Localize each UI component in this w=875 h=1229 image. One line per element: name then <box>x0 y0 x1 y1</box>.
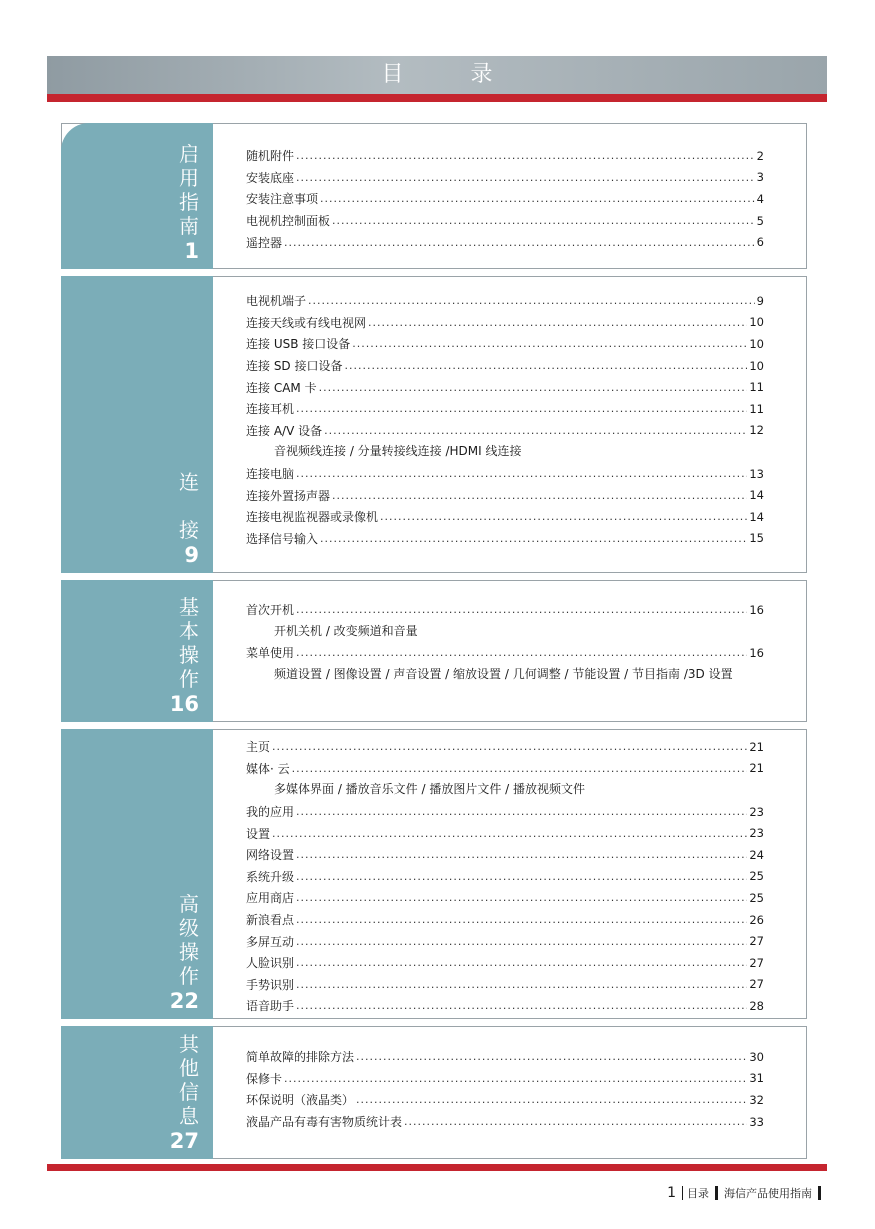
toc-entry-label: 选择信号输入 <box>246 531 319 546</box>
section-tab-char: 级 <box>179 916 199 940</box>
toc-leader-dots <box>319 381 748 394</box>
toc-entry-label: 遥控器 <box>246 235 283 250</box>
toc-entry[interactable] <box>246 463 764 485</box>
section-tab-char: 信 <box>179 1080 199 1104</box>
toc-entry-label: 首次开机 <box>246 603 295 618</box>
toc-entry-label: 环保说明（液晶类） <box>246 1093 355 1108</box>
toc-entry[interactable] <box>246 1111 764 1133</box>
toc-entry-label: 随机附件 <box>246 149 295 164</box>
toc-entry-label: 电视机控制面板 <box>246 214 331 229</box>
toc-leader-dots <box>284 1072 747 1085</box>
toc-entry[interactable] <box>246 930 764 952</box>
bottom-rule <box>47 1164 827 1171</box>
toc-entry-label: 液晶产品有毒有害物质统计表 <box>246 1115 403 1130</box>
toc-leader-dots <box>380 510 747 523</box>
toc-leader-dots <box>296 956 747 969</box>
toc-leader-dots <box>296 171 755 184</box>
toc-leader-dots <box>296 603 747 616</box>
section-tab-char: 本 <box>179 619 199 643</box>
toc-entry-label: 手势识别 <box>246 977 295 992</box>
footer-divider <box>818 1186 821 1200</box>
toc-entry-label: 保修卡 <box>246 1071 283 1086</box>
toc-page-number: 26 <box>749 912 764 927</box>
toc-entry-label: 设置 <box>246 826 271 841</box>
toc-entry-label: 菜单使用 <box>246 646 295 661</box>
toc-entry-label: 我的应用 <box>246 805 295 820</box>
toc-entry[interactable] <box>246 528 764 550</box>
section-tab-char: 他 <box>179 1056 199 1080</box>
toc-leader-dots <box>352 337 747 350</box>
toc-page-number: 21 <box>749 739 764 754</box>
toc-page-number: 15 <box>749 531 764 546</box>
toc-leader-dots <box>272 827 747 840</box>
toc-page-number: 2 <box>756 148 764 163</box>
toc-page-number: 6 <box>756 235 764 250</box>
toc-entry[interactable] <box>246 736 764 758</box>
toc-entry-label: 网络设置 <box>246 848 295 863</box>
section-tab-char: 用 <box>179 166 199 190</box>
toc-entry[interactable] <box>246 506 764 528</box>
toc-page-number: 4 <box>756 191 764 206</box>
toc-entry[interactable] <box>246 312 764 334</box>
toc-leader-dots <box>296 935 747 948</box>
section-tab-char: 息 <box>179 1104 199 1128</box>
toc-entry[interactable] <box>246 599 764 621</box>
toc-entry-label: 主页 <box>246 740 271 755</box>
toc-entry-label: 连接 A/V 设备 <box>246 423 323 438</box>
toc-subtopics: 开机关机 / 改变频道和音量 <box>274 623 418 638</box>
toc-entry-label: 连接耳机 <box>246 402 295 417</box>
toc-entry-label: 安装注意事项 <box>246 192 319 207</box>
toc-entry[interactable] <box>246 231 764 253</box>
toc-entry-label: 人脸识别 <box>246 956 295 971</box>
toc-entry-label: 连接 SD 接口设备 <box>246 359 343 374</box>
toc-page-number: 16 <box>749 602 764 617</box>
toc-entry-label: 多屏互动 <box>246 934 295 949</box>
toc-entry-label: 简单故障的排除方法 <box>246 1050 355 1065</box>
toc-entry[interactable] <box>246 758 764 780</box>
toc-entry-label: 语音助手 <box>246 999 295 1014</box>
toc-leader-dots <box>296 805 747 818</box>
toc-entry[interactable] <box>246 420 764 442</box>
toc-entry[interactable] <box>246 290 764 312</box>
toc-entry-label: 新浪看点 <box>246 913 295 928</box>
toc-entry[interactable] <box>246 167 764 189</box>
toc-page-number: 23 <box>749 826 764 841</box>
toc-leader-dots <box>356 1050 747 1063</box>
toc-entry-label: 连接天线或有线电视网 <box>246 315 367 330</box>
toc-leader-dots <box>320 192 755 205</box>
toc-entry[interactable] <box>246 398 764 420</box>
title-underline <box>47 94 827 102</box>
toc-page-number: 9 <box>756 293 764 308</box>
toc-entry[interactable] <box>246 376 764 398</box>
section-tab-title <box>179 595 199 691</box>
toc-leader-dots <box>284 236 755 249</box>
toc-page-number: 32 <box>749 1092 764 1107</box>
toc-entry[interactable] <box>246 355 764 377</box>
toc-entry[interactable] <box>246 822 764 844</box>
toc-entry[interactable] <box>246 974 764 996</box>
toc-leader-dots <box>296 646 747 659</box>
toc-leader-dots <box>292 762 748 775</box>
section-tab-char: 操 <box>179 643 199 667</box>
section-tab-char: 操 <box>179 940 199 964</box>
toc-entry-label: 电视机端子 <box>246 294 307 309</box>
toc-section <box>61 729 807 1019</box>
toc-entry-list <box>246 1046 764 1132</box>
toc-subtopics: 多媒体界面 / 播放音乐文件 / 播放图片文件 / 播放视频文件 <box>274 782 586 797</box>
toc-entry[interactable] <box>246 887 764 909</box>
toc-entry[interactable] <box>246 145 764 167</box>
section-tab-number: 27 <box>169 1129 199 1153</box>
section-tab <box>61 729 213 1019</box>
section-tab <box>61 276 213 573</box>
toc-page-number: 27 <box>749 977 764 992</box>
toc-page-number: 10 <box>749 358 764 373</box>
toc-page-number: 11 <box>749 401 764 416</box>
toc-leader-dots <box>296 913 747 926</box>
toc-entry[interactable] <box>246 484 764 506</box>
section-tab-char: 连 <box>179 470 199 494</box>
section-tab-char: 接 <box>179 518 199 542</box>
toc-leader-dots <box>320 532 747 545</box>
toc-entry[interactable] <box>246 1089 764 1111</box>
footer-book-title: 海信产品使用指南 <box>724 1187 812 1200</box>
toc-entry[interactable] <box>246 1046 764 1068</box>
toc-leader-dots <box>296 467 747 480</box>
toc-page-number: 10 <box>749 315 764 330</box>
toc-leader-dots <box>356 1093 747 1106</box>
toc-page-number: 31 <box>749 1071 764 1086</box>
toc-leader-dots <box>296 402 747 415</box>
toc-page-number: 23 <box>749 804 764 819</box>
toc-page-number: 14 <box>749 509 764 524</box>
toc-entry[interactable] <box>246 844 764 866</box>
toc-page-number: 3 <box>756 170 764 185</box>
toc-page-number: 25 <box>749 890 764 905</box>
toc-page-number: 27 <box>749 934 764 949</box>
section-tab <box>61 123 213 269</box>
toc-leader-dots <box>308 294 755 307</box>
toc-section <box>61 123 807 269</box>
toc-entry-list <box>246 736 764 1017</box>
toc-entry[interactable] <box>246 952 764 974</box>
section-tab-title <box>179 1032 199 1128</box>
toc-leader-dots <box>345 359 748 372</box>
toc-entry-label: 连接电脑 <box>246 467 295 482</box>
section-tab-char <box>179 494 199 518</box>
section-tab-char: 其 <box>179 1032 199 1056</box>
toc-page-number: 13 <box>749 466 764 481</box>
section-tab-char: 南 <box>179 214 199 238</box>
toc-leader-dots <box>296 999 747 1012</box>
toc-section <box>61 276 807 573</box>
toc-entry-label: 媒体· 云 <box>246 761 290 776</box>
toc-entry-label: 连接 CAM 卡 <box>246 380 317 395</box>
toc-subtopics: 频道设置 / 图像设置 / 声音设置 / 缩放设置 / 几何调整 / 节能设置 / 节目指南 /3D 设置 <box>274 666 733 681</box>
toc-leader-dots <box>368 316 747 329</box>
section-tab-char: 高 <box>179 892 199 916</box>
toc-entry-list <box>246 599 764 685</box>
toc-section <box>61 580 807 722</box>
toc-page-number: 28 <box>749 998 764 1013</box>
toc-page-number: 10 <box>749 336 764 351</box>
toc-leader-dots <box>296 149 755 162</box>
footer-divider <box>682 1186 683 1200</box>
section-tab-number: 22 <box>169 989 199 1013</box>
toc-entry-label: 连接电视监视器或录像机 <box>246 510 379 525</box>
toc-page-number: 11 <box>749 380 764 395</box>
footer-page-number: 1 <box>667 1185 676 1201</box>
footer-divider <box>715 1186 718 1200</box>
toc-entry-label: 连接外置扬声器 <box>246 488 331 503</box>
toc-leader-dots <box>296 870 747 883</box>
section-tab-char: 启 <box>179 142 199 166</box>
toc-page-number: 14 <box>749 488 764 503</box>
toc-leader-dots <box>296 848 747 861</box>
toc-page-number: 12 <box>749 423 764 438</box>
toc-leader-dots <box>296 891 747 904</box>
toc-entry-list <box>246 145 764 253</box>
section-tab-title <box>179 142 199 238</box>
toc-leader-dots <box>332 489 747 502</box>
toc-page-number: 21 <box>749 761 764 776</box>
toc-leader-dots <box>404 1115 747 1128</box>
section-tab-title <box>179 470 199 542</box>
toc-page-number: 30 <box>749 1049 764 1064</box>
toc-entry-label: 安装底座 <box>246 170 295 185</box>
toc-entry[interactable] <box>246 333 764 355</box>
toc-entry[interactable] <box>246 909 764 931</box>
section-tab-char: 作 <box>179 964 199 988</box>
section-tab-char: 作 <box>179 667 199 691</box>
toc-leader-dots <box>272 740 747 753</box>
page-title: 目 录 <box>381 62 523 87</box>
toc-entry[interactable] <box>246 1068 764 1090</box>
toc-page-number: 33 <box>749 1114 764 1129</box>
page-footer <box>667 1185 827 1201</box>
toc-page-number: 25 <box>749 869 764 884</box>
toc-entry[interactable] <box>246 188 764 210</box>
section-tab-char: 基 <box>179 595 199 619</box>
section-tab <box>61 580 213 722</box>
toc-page-number: 27 <box>749 955 764 970</box>
toc-entry-label: 连接 USB 接口设备 <box>246 337 351 352</box>
toc-entry[interactable] <box>246 866 764 888</box>
toc-entry-label: 应用商店 <box>246 891 295 906</box>
toc-leader-dots <box>296 978 747 991</box>
title-bar <box>47 56 827 94</box>
toc-entry[interactable] <box>246 995 764 1017</box>
toc-section <box>61 1026 807 1159</box>
toc-entry[interactable] <box>246 642 764 664</box>
toc-page-number: 5 <box>756 213 764 228</box>
section-tab <box>61 1026 213 1159</box>
toc-leader-dots <box>324 424 747 437</box>
toc-entry[interactable] <box>246 801 764 823</box>
footer-section: 目录 <box>687 1187 709 1200</box>
toc-page-number: 24 <box>749 847 764 862</box>
toc-entry-label: 系统升级 <box>246 869 295 884</box>
section-tab-char: 指 <box>179 190 199 214</box>
toc-subtopics: 音视频线连接 / 分量转接线连接 /HDMI 线连接 <box>274 444 522 459</box>
section-tab-number: 9 <box>184 543 199 567</box>
toc-entry[interactable] <box>246 210 764 232</box>
toc-entry-list <box>246 290 764 549</box>
toc-page-number: 16 <box>749 645 764 660</box>
toc-leader-dots <box>332 214 755 227</box>
section-tab-title <box>179 892 199 988</box>
section-tab-number: 16 <box>169 692 199 716</box>
section-tab-number: 1 <box>184 239 199 263</box>
